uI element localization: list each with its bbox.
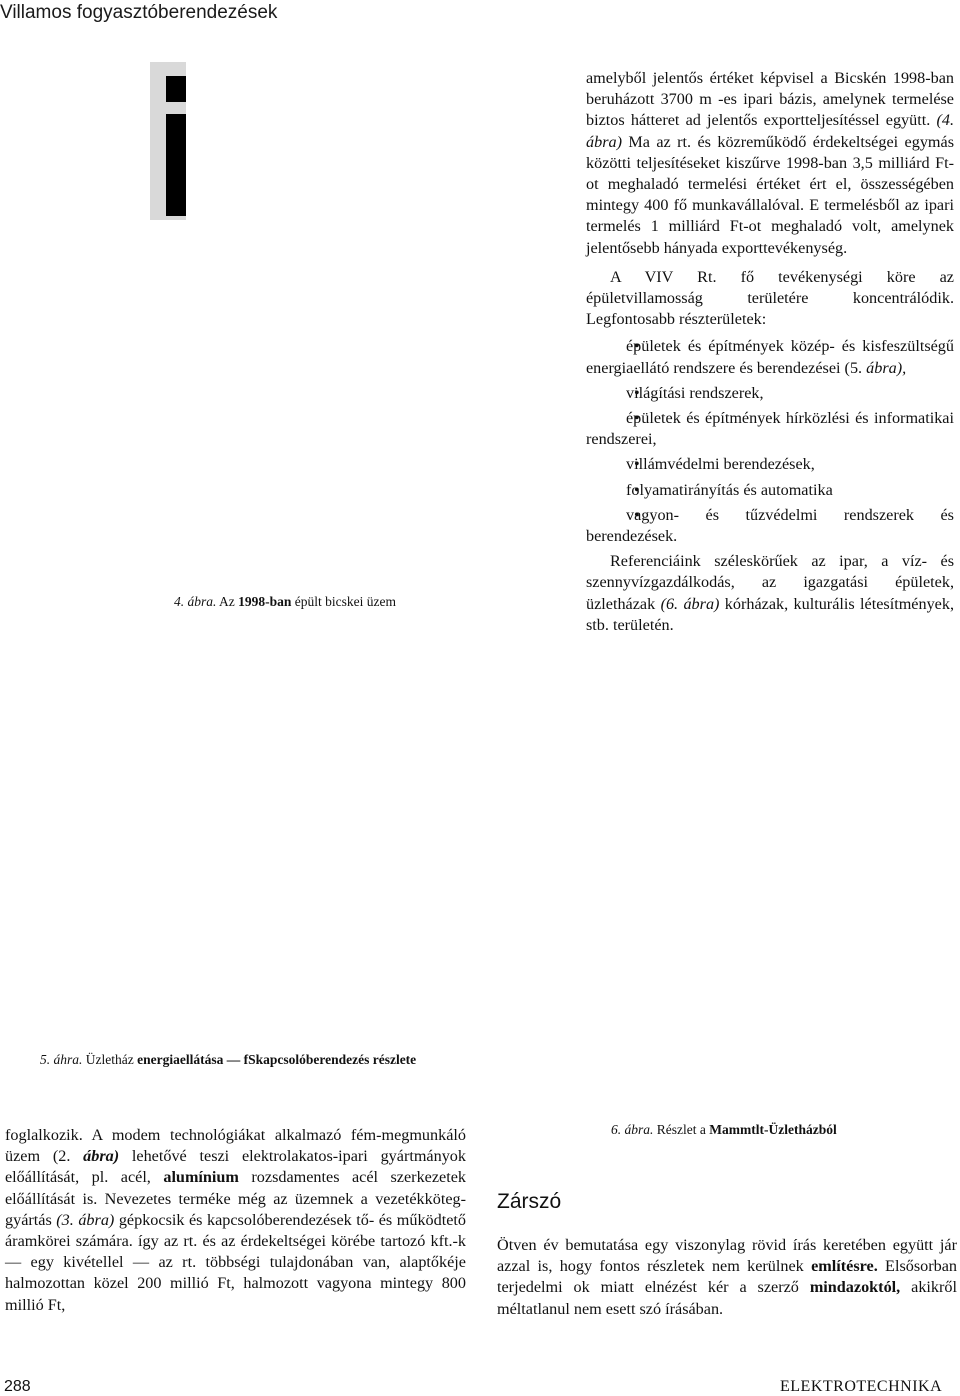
decorative-initial-stem xyxy=(166,114,186,216)
running-header: Villamos fogyasztóberendezések xyxy=(0,2,278,23)
bullet-item-3: • épületek és építmények hírközlési és informatikai rendszerei, xyxy=(586,408,954,450)
paragraph-1: amelyből jelentős értéket képvisel a Bicskén 1998-ban beruházott 3700 m -es ipari bázis, amelynek termelése biztos hátteret ad jelentős exportteljesítéssel együtt. (4. ábra) Ma az rt. és közreműködő érdekeltségei egymás közötti teljesítéseket kiszűrve 1998-ban 3,5 milliárd Ft-ot meghaladó termelési értéket ért el, összességében mintegy 400 fő munkavállalóval. E termelésből az ipari termelés 1 milliárd Ft-ot meghaladó volt, amelynek jelentősebb hányada exporttevékenység. xyxy=(586,69,954,257)
bullet-item-4: • villámvédelmi berendezések, xyxy=(586,454,954,475)
article-column-left-bottom xyxy=(5,1125,466,1316)
figure-4-caption: 4. ábra. Az 1998-ban épült bicskei üzem xyxy=(174,594,397,609)
bullet-item-2: • világítási rendszerek, xyxy=(586,383,954,404)
bullet-item-5: • folyamatirányítás és automatika xyxy=(586,480,954,501)
closing-paragraph: Ötven év bemutatása egy viszonylag rövid írás keretében együtt jár azzal is, hogy fontos részletek nem kerülnek említésre. Elsősorban terjedelmi ok miatt elnézést kér a szerző mindazoktól, akikről méltatlanul nem esett szó írásában. xyxy=(497,1236,957,1318)
section-title-closing: Zárszó xyxy=(497,1190,562,1213)
paragraph-3: Referenciáink széleskörűek az ipar, a víz- és szennyvízgazdálkodás, az igazgatási épületek, üzletházak (6. ábra) kórházak, kulturális létesítmények, stb. területén. xyxy=(586,552,954,634)
bullet-item-6: • vagyon- és tűzvédelmi rendszerek és berendezések. xyxy=(586,505,954,547)
figure-6-caption: 6. ábra. Részlet a Mammtlt-Üzletházból xyxy=(611,1122,837,1137)
page-number: 288 xyxy=(4,1378,31,1395)
paragraph-2: A VIV Rt. fő tevékenységi köre az épületvillamosság területére koncentrálódik. Legfontosabb részterületek: xyxy=(586,267,954,329)
bullet-list xyxy=(586,336,954,547)
journal-name: ELEKTROTECHNIKA xyxy=(780,1378,943,1395)
figure-5-caption: 5. áhra. Üzletház energiaellátása — fSkapcsolóberendezés részlete xyxy=(40,1052,417,1067)
bullet-item-1: • épületek és építmények közép- és kisfeszültségű energiaellátó rendszere és berendezései (5. ábra), xyxy=(586,336,954,378)
decorative-initial-dot xyxy=(166,76,186,102)
article-column-right-top xyxy=(586,68,954,636)
paragraph-4: foglalkozik. A modem technológiákat alkalmazó fém-megmunkáló üzem (2. ábra) lehetővé teszi elektrolakatos-ipari gyártmányok előállítását, pl. acél, alumínium rozsdamentes acél szerkezetek előállítását is. Nevezetes terméke még az üzemnek a vezetékköteg-gyártás (3. ábra) gépkocsik és kapcsolóberendezések tő- és működtető áramkörei számára. így az rt. és az érdekeltségei körébe tartozó kft.-k — egy kivétellel — az rt. többségi tulajdonában van, alaptőkéje halmozottan közel 200 millió Ft, halmozott vagyona mintegy 800 millió Ft, xyxy=(5,1126,466,1314)
